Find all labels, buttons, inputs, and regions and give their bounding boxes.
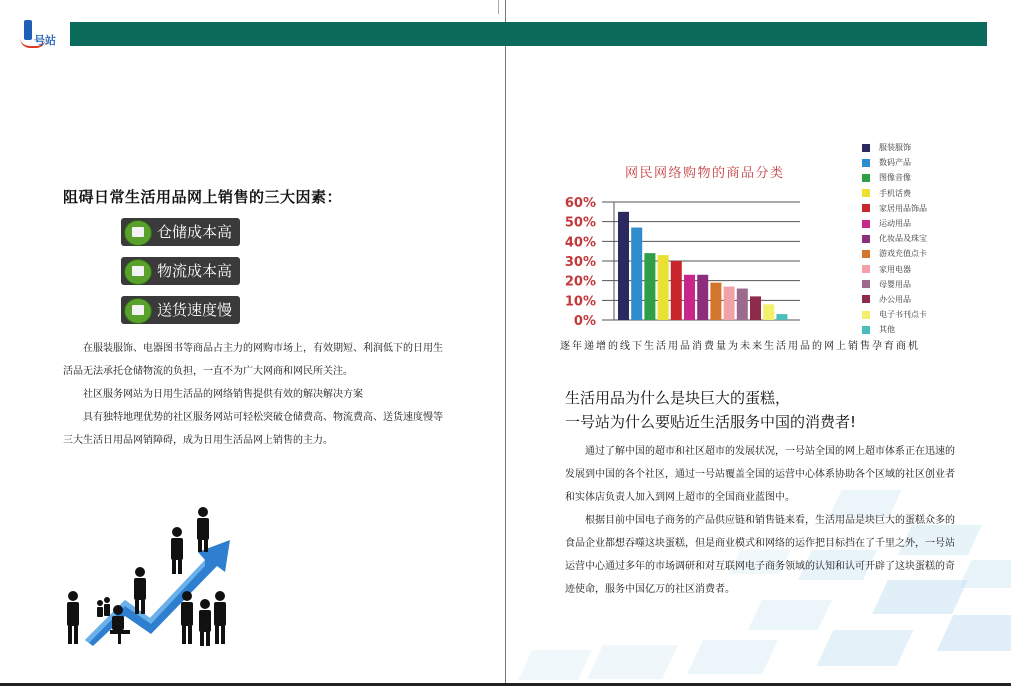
legend-item [862, 216, 927, 231]
legend-swatch [862, 204, 870, 212]
legend-label: 办公用品 [879, 294, 911, 304]
legend-swatch [862, 189, 870, 197]
legend-swatch [862, 326, 870, 334]
legend-item [862, 186, 927, 201]
legend-swatch [862, 250, 870, 258]
bar-3 [644, 253, 655, 320]
brand-logo [20, 18, 66, 48]
delivery-van-icon [124, 298, 152, 324]
legend-swatch [862, 265, 870, 273]
legend-item [862, 277, 927, 292]
bar-2 [631, 228, 642, 320]
legend-label: 电子书刊点卡 [879, 310, 927, 320]
chart-caption: 逐年递增的线下生活用品消费量为未来生活用品的网上销售孕育商机 [560, 341, 920, 352]
right-heading-line: 生活用品为什么是块巨大的蛋糕， [565, 389, 791, 407]
business-people-illustration [55, 500, 265, 650]
factor-badge-storage [121, 218, 240, 246]
chart-title: 网民网络购物的商品分类 [625, 166, 785, 181]
legend-item [862, 170, 927, 185]
factor-badge-delivery [121, 296, 240, 324]
legend-label: 其他 [879, 325, 895, 335]
legend-item [862, 292, 927, 307]
legend-label: 母婴用品 [879, 279, 911, 289]
right-heading [565, 386, 856, 434]
left-section-title: 阻碍日常生活用品网上销售的三大因素： [63, 188, 343, 206]
bar-12 [763, 304, 774, 320]
right-heading-line: 一号站为什么要贴近生活服务中国的消费者! [565, 413, 857, 431]
legend-item [862, 322, 927, 337]
y-tick-label: 0% [573, 314, 596, 329]
legend-item [862, 140, 927, 155]
factor-badge-logistics [121, 257, 240, 285]
legend-swatch [862, 144, 870, 152]
left-paragraph: 社区服务网站为日用生活品的网络销售提供有效的解决解决方案 [83, 389, 363, 400]
legend-swatch [862, 174, 870, 182]
factor-label: 物流成本高 [157, 262, 233, 280]
legend-swatch [862, 220, 870, 228]
logo-text: 号站 [34, 34, 56, 47]
legend-label: 家用电器 [879, 264, 911, 274]
bar-9 [724, 287, 735, 320]
legend-label: 游戏充值点卡 [879, 249, 927, 259]
legend-swatch [862, 280, 870, 288]
bar-8 [710, 283, 721, 320]
logo-mark-icon [24, 20, 32, 40]
bar-4 [658, 255, 669, 320]
legend-label: 图像音像 [879, 173, 911, 183]
legend-item [862, 307, 927, 322]
bar-chart [560, 190, 810, 330]
truck-icon [124, 259, 152, 285]
bar-11 [750, 296, 761, 320]
warehouse-icon [124, 220, 152, 246]
legend-swatch [862, 311, 870, 319]
legend-item [862, 246, 927, 261]
legend-swatch [862, 159, 870, 167]
right-paragraph: 通过了解中国的超市和社区超市的发展状况，一号站全国的网上超市体系正在迅速的发展到中国的各个社区，通过一号站覆盖全国的运营中心体系协助各个区域的社区创业者和实体店负责人加入到网上超市的全国商业蓝图中。 [565, 446, 955, 503]
header-bar [70, 22, 987, 46]
bar-1 [618, 212, 629, 320]
legend-item [862, 262, 927, 277]
legend-label: 家居用品饰品 [879, 203, 927, 213]
legend-label: 化妆品及珠宝 [879, 234, 927, 244]
page-spine [505, 0, 506, 686]
legend-swatch [862, 235, 870, 243]
legend-item [862, 231, 927, 246]
y-tick-label: 40% [564, 235, 596, 251]
bar-10 [737, 289, 748, 320]
legend-label: 运动用品 [879, 219, 911, 229]
left-body-text [63, 337, 448, 452]
bar-5 [671, 261, 682, 320]
y-tick-label: 60% [564, 196, 596, 211]
factor-label: 仓储成本高 [157, 223, 233, 241]
y-tick-label: 50% [564, 215, 596, 231]
bar-7 [697, 275, 708, 320]
legend-swatch [862, 295, 870, 303]
legend-label: 数码产品 [879, 158, 911, 168]
left-paragraph: 具有独特地理优势的社区服务网站可轻松突破仓储费高、物流费高、送货速度慢等三大生活日用品网销障碍，成为日用生活品网上销售的主力。 [63, 412, 443, 446]
y-tick-label: 30% [564, 255, 596, 270]
page-fold-line [498, 0, 499, 14]
left-paragraph: 在服装服饰、电器图书等商品占主力的网购市场上，有效期短、利润低下的日用生活品无法承托仓储物流的负担，一直不为广大网商和网民所关注。 [63, 343, 443, 377]
legend-label: 手机话费 [879, 188, 911, 198]
legend-item [862, 155, 927, 170]
legend-label: 服装服饰 [879, 143, 911, 153]
chart-legend [862, 140, 927, 337]
y-tick-label: 10% [564, 294, 596, 310]
y-tick-label: 20% [564, 274, 596, 290]
factor-label: 送货速度慢 [157, 301, 233, 319]
right-paragraph: 根据目前中国电子商务的产品供应链和销售链来看，生活用品是块巨大的蛋糕众多的食品企业都想吞噬这块蛋糕，但是商业模式和网络的运作把目标挡在了千里之外，一号站运营中心通过多年的市场调研和对互联网电子商务领域的认知和认可开辟了这块蛋糕的奇迹使命，服务中国亿万的社区消费者。 [565, 515, 955, 595]
bar-6 [684, 275, 695, 320]
right-body-text [565, 440, 960, 601]
bar-13 [776, 314, 787, 320]
legend-item [862, 201, 927, 216]
